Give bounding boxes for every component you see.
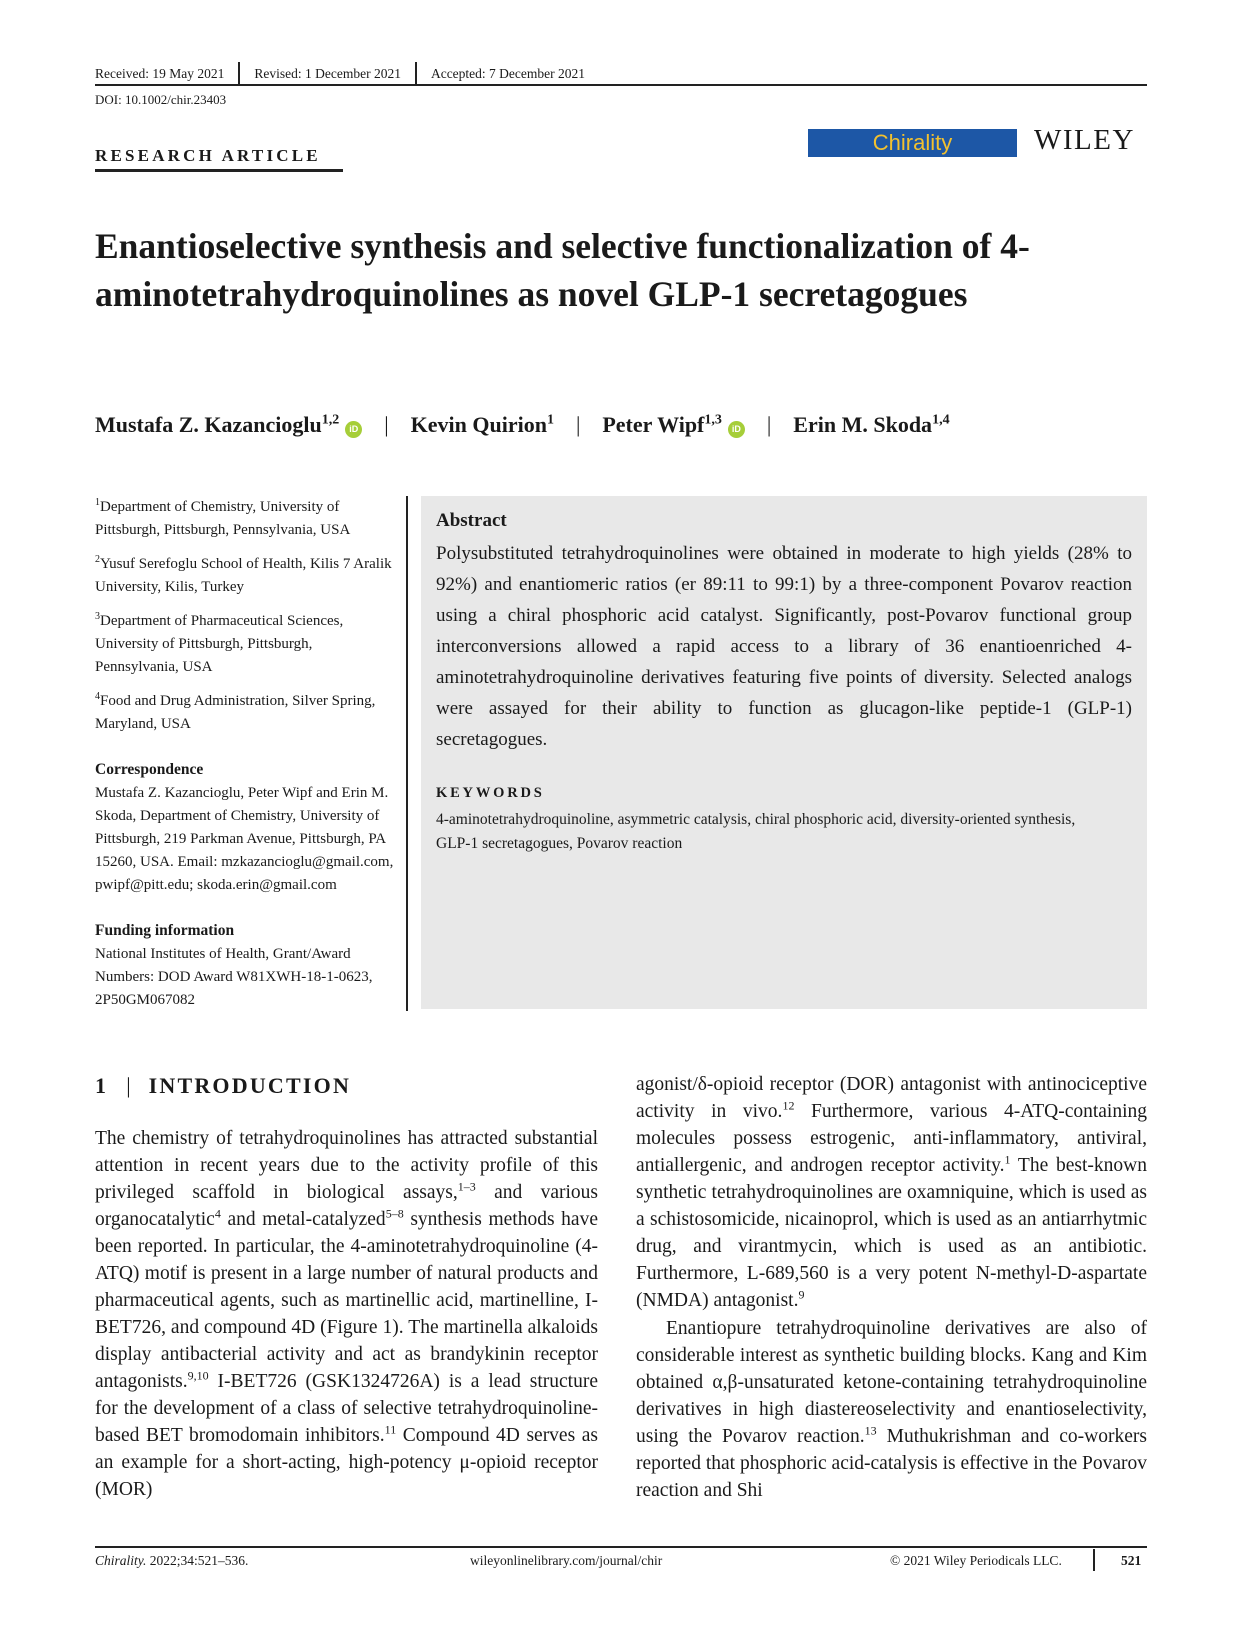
author-name[interactable]: Erin M. Skoda$^{1,4}$ bbox=[793, 412, 950, 437]
received-date: Received: 19 May 2021 bbox=[95, 66, 225, 81]
abstract-box bbox=[421, 496, 1147, 1009]
affiliation: $^4$Food and Drug Administration, Silver Spring, Maryland, USA bbox=[95, 691, 376, 732]
section-heading: 1 | INTRODUCTION bbox=[95, 1073, 352, 1098]
citation[interactable]: 12 bbox=[782, 1098, 795, 1113]
article-type: RESEARCH ARTICLE bbox=[95, 146, 321, 165]
body-column-right bbox=[636, 1071, 1147, 1504]
author-name[interactable]: Mustafa Z. Kazancioglu$^{1,2}$ bbox=[95, 412, 340, 437]
column-divider bbox=[406, 496, 408, 1011]
footer-citation: Chirality. 2022;34:521–536. bbox=[95, 1553, 249, 1568]
citation[interactable]: 5–8 bbox=[385, 1206, 404, 1221]
orcid-icon[interactable]: iD bbox=[728, 421, 745, 438]
paragraph: The chemistry of tetrahydroquinolines has attracted substantial attention in recent years due to the activity profile of this privileged scaffold in biological assays,$^{1-3}$ and various organocatalytic$^4$ and metal-catalyzed$^{5-8}$ synthesis methods have been reported. In particular, the 4-aminotetrahydroquinoline (4-ATQ) motif is present in a large number of natural products and pharmaceutical agents, such as martinellic acid, martinelline, I-BET726, and compound 4D (Figure 1). The martinella alkaloids display antibacterial activity and act as brandykinin receptor antagonists.$^{9,10}$ I-BET726 (GSK1324726A) is a lead structure for the development of a class of selective tetrahydroquinoline-based BET bromodomain inhibitors.$^{11}$ Compound 4D serves as an example for a short-acting, high-potency μ-opioid receptor (MOR) bbox=[95, 1128, 599, 1500]
correspondence-heading: Correspondence bbox=[95, 761, 204, 778]
footer-url[interactable]: wileyonlinelibrary.com/journal/chir bbox=[470, 1553, 663, 1568]
header-rule bbox=[95, 84, 1147, 86]
author-name[interactable]: Kevin Quirion$^1$ bbox=[410, 412, 554, 437]
correspondence-text: Mustafa Z. Kazancioglu, Peter Wipf and Erin M. Skoda, Department of Chemistry, University of Pittsburgh, 219 Parkman Avenue, Pittsburgh, PA 15260, USA. Email: mzkazancioglu@gmail.com, pwipf@pitt.edu; skoda.erin@gmail.com bbox=[95, 785, 394, 893]
page-number: 521 bbox=[1121, 1553, 1142, 1568]
footer-divider bbox=[1093, 1549, 1095, 1571]
footer-rule bbox=[95, 1546, 1147, 1548]
revised-date: Revised: 1 December 2021 bbox=[254, 66, 401, 81]
citation[interactable]: 13 bbox=[864, 1423, 877, 1438]
keywords: 4-aminotetrahydroquinoline, asymmetric catalysis, chiral phosphoric acid, diversity-oriented synthesis, GLP-1 secretagogues, Povarov reaction bbox=[436, 811, 1076, 852]
affiliation: $^1$Department of Chemistry, University of Pittsburgh, Pittsburgh, Pennsylvania, USA bbox=[95, 497, 351, 538]
abstract-text: Polysubstituted tetrahydroquinolines were obtained in moderate to high yields (28% to 92%) and enantiomeric ratios (er 89:11 to 99:1) by a three-component Povarov reaction using a chiral phosphoric acid catalyst. Significantly, post-Povarov functional group interconversions allowed a rapid access to a library of 36 enantioenriched 4-aminotetrahydroquinoline derivatives featuring five points of diversity. Selected analogs were assayed for their ability to function as glucagon-like peptide-1 (GLP-1) secretagogues. bbox=[436, 543, 1132, 750]
citation[interactable]: 11 bbox=[384, 1422, 397, 1437]
paragraph: Enantiopure tetrahydroquinoline derivatives are also of considerable interest as synthetic building blocks. Kang and Kim obtained α,β-unsaturated ketone-containing tetrahydroquinoline derivatives in high diastereoselectivity and enantioselectivity, using the Povarov reaction.$^{13}$ Muthukrishman and co-workers reported that phosphoric acid-catalysis is effective in the Povarov reaction and Shi bbox=[636, 1318, 1147, 1501]
keywords-heading: KEYWORDS bbox=[436, 785, 545, 801]
orcid-icon[interactable]: iD bbox=[345, 421, 362, 438]
citation[interactable]: 9,10 bbox=[187, 1368, 209, 1383]
affiliation: $^3$Department of Pharmaceutical Sciences, University of Pittsburgh, Pittsburgh, Pennsylvania, USA bbox=[95, 611, 344, 675]
author-separator: | bbox=[766, 412, 772, 437]
accepted-date: Accepted: 7 December 2021 bbox=[430, 66, 586, 81]
citation[interactable]: 1–3 bbox=[457, 1179, 476, 1194]
author-separator: | bbox=[384, 412, 389, 437]
author-list bbox=[95, 412, 950, 438]
abstract-heading: Abstract bbox=[436, 510, 507, 531]
author-name[interactable]: Peter Wipf$^{1,3}$ bbox=[602, 412, 722, 437]
journal-logo: Chirality bbox=[808, 129, 1017, 157]
article-title: Enantioselective synthesis and selective functionalization of 4-aminotetrahydroquinolines as novel GLP-1 secretagogues bbox=[95, 226, 1030, 314]
footer-copyright: © 2021 Wiley Periodicals LLC. bbox=[890, 1553, 1062, 1568]
citation[interactable]: 4 bbox=[214, 1206, 221, 1221]
doi[interactable]: DOI: 10.1002/chir.23403 bbox=[95, 92, 227, 107]
article-type-underline bbox=[95, 169, 343, 172]
funding-heading: Funding information bbox=[95, 922, 235, 939]
paragraph: agonist/δ-opioid receptor (DOR) antagonist with antinociceptive activity in vivo.$^{12}$ Furthermore, various 4-ATQ-containing molecules possess estrogenic, anti-inflammatory, antiviral, antiallergenic, and androgen receptor activity.$^1$ The best-known synthetic tetrahydroquinolines are oxamniquine, which is used as a schistosomicide, nicainoprol, which is used as an antiarrhytmic drug, and virantmycin, which is used as an antibiotic. Furthermore, L-689,560 is a very potent N-methyl-D-aspartate (NMDA) antagonist.$^9$ bbox=[636, 1074, 1148, 1311]
affiliations-column bbox=[95, 491, 395, 1018]
funding-text: National Institutes of Health, Grant/Award Numbers: DOD Award W81XWH-18-1-0623, 2P50GM067082 bbox=[95, 946, 373, 1008]
citation[interactable]: 1 bbox=[1004, 1152, 1011, 1167]
body-column-left bbox=[95, 1125, 598, 1503]
author-separator: | bbox=[575, 412, 581, 437]
article-dates bbox=[95, 62, 1147, 86]
affiliation: $^2$Yusuf Serefoglu School of Health, Kilis 7 Aralik University, Kilis, Turkey bbox=[95, 554, 392, 595]
publisher-logo: WILEY bbox=[1034, 124, 1135, 156]
citation[interactable]: 9 bbox=[798, 1287, 805, 1302]
